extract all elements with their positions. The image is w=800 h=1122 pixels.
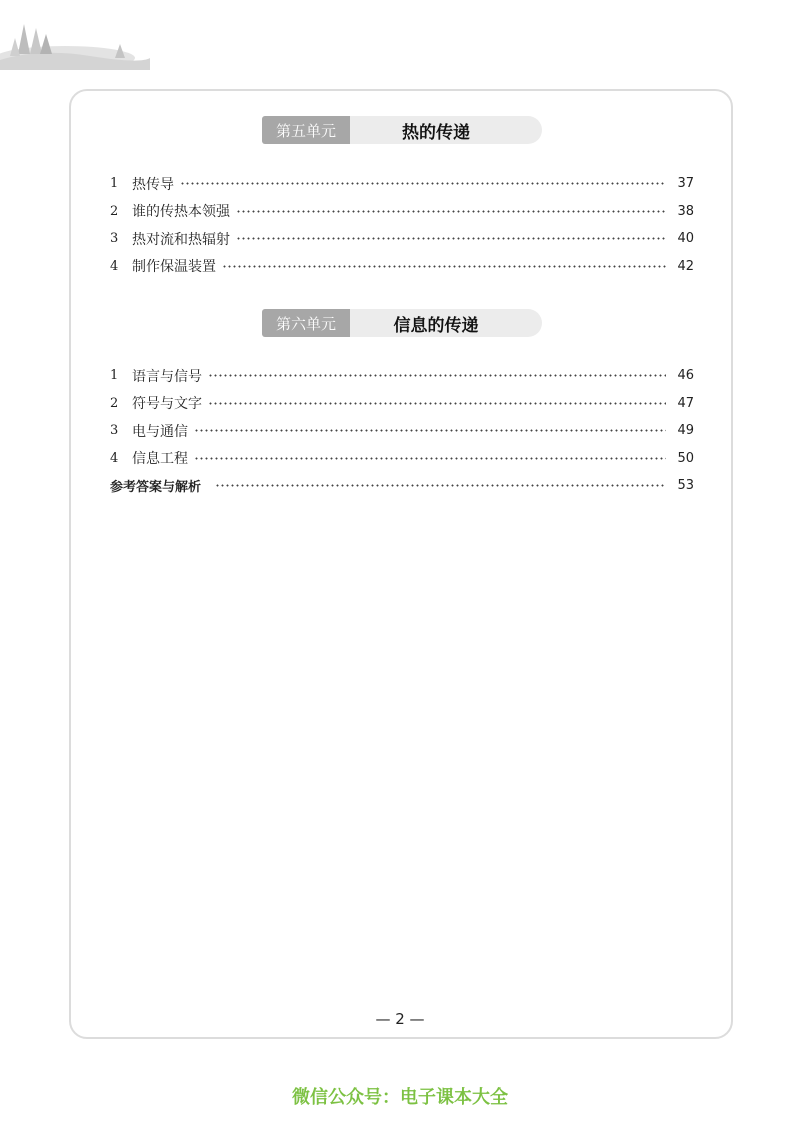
entry-page: 37 [677, 176, 694, 192]
entry-page: 49 [677, 423, 694, 439]
entry-page: 42 [677, 258, 694, 274]
unit-title: 信息的传递 [393, 315, 479, 336]
toc-entry[interactable] [110, 225, 694, 253]
entry-title: 制作保温装置 [132, 259, 216, 276]
unit-header [262, 116, 542, 144]
watermark-text: 微信公众号：电子课本大全 [292, 1087, 508, 1108]
dot-leader [208, 402, 666, 405]
page-number: — 2 — [375, 1010, 425, 1028]
unit-label: 第五单元 [262, 116, 350, 144]
dot-leader [222, 265, 666, 268]
unit-header [262, 309, 542, 337]
entry-title: 符号与文字 [132, 396, 202, 413]
entry-number: 2 [110, 203, 119, 219]
entry-title: 参考答案与解析 [110, 480, 202, 496]
toc-entry[interactable] [110, 198, 694, 226]
entry-page: 46 [677, 368, 694, 384]
entry-title: 信息工程 [132, 451, 188, 468]
entry-page: 50 [677, 450, 694, 466]
entry-page: 47 [677, 395, 694, 411]
toc-list [110, 362, 694, 500]
entry-title: 谁的传热本领强 [132, 204, 230, 221]
landscape-decoration [0, 8, 150, 70]
entry-number: 1 [110, 368, 119, 384]
toc-entry[interactable] [110, 362, 694, 390]
entry-title: 语言与信号 [132, 368, 202, 385]
entry-number: 4 [110, 450, 119, 466]
entry-page: 53 [677, 478, 694, 494]
toc-list [110, 170, 694, 280]
entry-page: 40 [677, 231, 694, 247]
entry-page: 38 [677, 203, 694, 219]
toc-entry[interactable] [110, 170, 694, 198]
entry-number: 2 [110, 395, 119, 411]
toc-entry[interactable] [110, 445, 694, 473]
dot-leader [194, 429, 666, 432]
toc-entry[interactable] [110, 253, 694, 281]
dot-leader [180, 182, 666, 185]
dot-leader [208, 374, 666, 377]
entry-title: 热对流和热辐射 [132, 231, 230, 248]
dot-leader [236, 237, 666, 240]
toc-entry-answers[interactable] [110, 472, 694, 500]
entry-number: 1 [110, 176, 119, 192]
entry-title: 热传导 [132, 176, 174, 193]
entry-number: 4 [110, 258, 119, 274]
dot-leader [215, 484, 666, 487]
entry-number: 3 [110, 423, 119, 439]
entry-number: 3 [110, 231, 119, 247]
unit-title: 热的传递 [402, 122, 470, 143]
toc-entry[interactable] [110, 390, 694, 418]
dot-leader [194, 457, 666, 460]
toc-entry[interactable] [110, 417, 694, 445]
unit-label: 第六单元 [262, 309, 350, 337]
entry-title: 电与通信 [132, 423, 188, 440]
dot-leader [236, 210, 666, 213]
